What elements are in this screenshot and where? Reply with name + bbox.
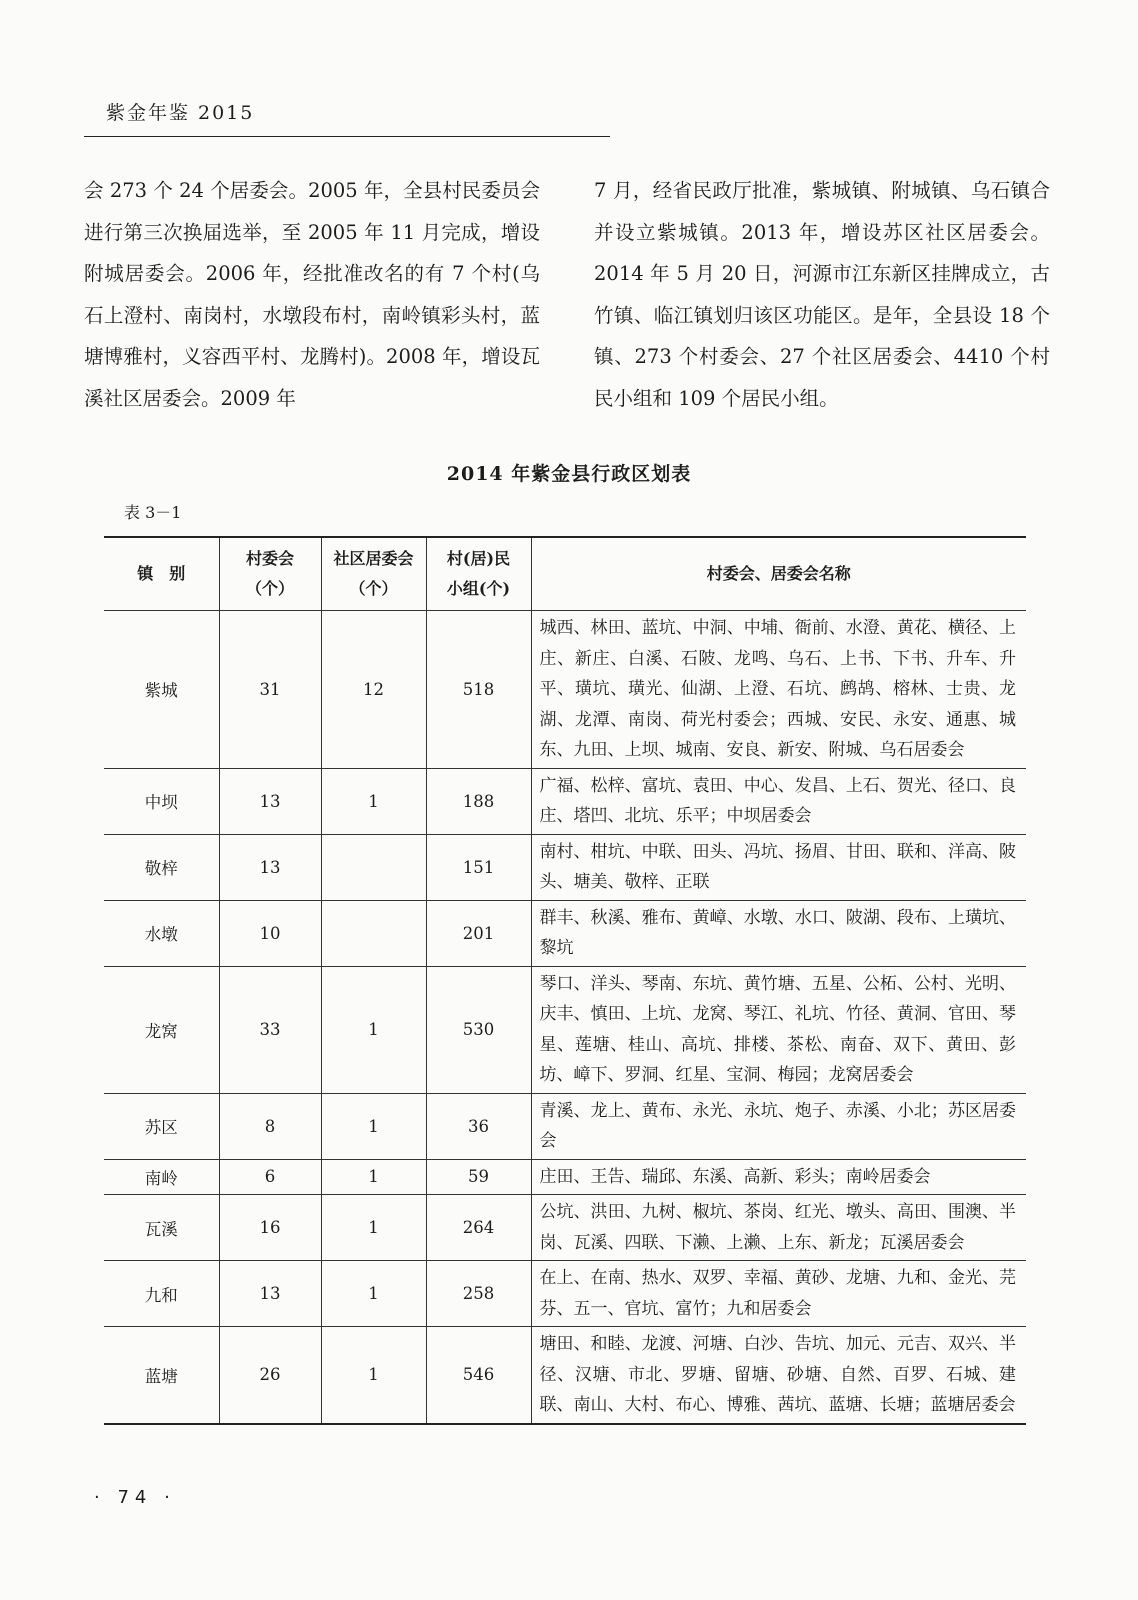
header-town: 镇 别 — [104, 537, 219, 611]
group-count-cell: 59 — [426, 1159, 531, 1195]
village-count-cell: 13 — [219, 834, 321, 900]
town-cell: 九和 — [104, 1261, 219, 1327]
page-number: · 74 · — [94, 1487, 176, 1508]
town-cell: 苏区 — [104, 1093, 219, 1159]
community-count-cell: 1 — [321, 1261, 426, 1327]
table-row — [104, 900, 1026, 966]
community-count-cell: 1 — [321, 768, 426, 834]
group-count-cell: 530 — [426, 966, 531, 1093]
header-rule — [84, 136, 610, 137]
community-count-cell: 1 — [321, 966, 426, 1093]
community-count-cell: 1 — [321, 1093, 426, 1159]
town-cell: 敬梓 — [104, 834, 219, 900]
community-count-cell: 1 — [321, 1327, 426, 1424]
table-header-row — [104, 537, 1026, 611]
header-groups — [426, 537, 531, 611]
committee-names-cell: 青溪、龙上、黄布、永光、永坑、炮子、赤溪、小北；苏区居委会 — [531, 1093, 1026, 1159]
table-number: 表 3－1 — [124, 503, 182, 522]
table-row — [104, 1261, 1026, 1327]
header-village-committees — [219, 537, 321, 611]
village-count-cell: 6 — [219, 1159, 321, 1195]
committee-names-cell: 琴口、洋头、琴南、东坑、黄竹塘、五星、公柘、公村、光明、庆丰、慎田、上坑、龙窝、琴江、礼坑、竹径、黄洞、官田、琴星、莲塘、桂山、高坑、排楼、茶松、南奋、双下、黄田、彭坊、嶂下、罗洞、红星、宝洞、梅园；龙窝居委会 — [531, 966, 1026, 1093]
table-row — [104, 1093, 1026, 1159]
committee-names-cell: 塘田、和睦、龙渡、河塘、白沙、告坑、加元、元吉、双兴、半径、汉塘、市北、罗塘、留塘、砂塘、自然、百罗、石城、建联、南山、大村、布心、博雅、茜坑、蓝塘、长塘；蓝塘居委会 — [531, 1327, 1026, 1424]
header-community-committees — [321, 537, 426, 611]
text-column-right — [594, 170, 1050, 419]
village-count-cell: 8 — [219, 1093, 321, 1159]
committee-names-cell: 群丰、秋溪、雅布、黄嶂、水墩、水口、陂湖、段布、上璜坑、黎坑 — [531, 900, 1026, 966]
group-count-cell: 188 — [426, 768, 531, 834]
village-count-cell: 10 — [219, 900, 321, 966]
community-count-cell: 1 — [321, 1195, 426, 1261]
header-names: 村委会、居委会名称 — [531, 537, 1026, 611]
town-cell: 紫城 — [104, 611, 219, 769]
header-groups-line1: 村(居)民 — [446, 549, 511, 568]
header-village-label: 村委会 — [245, 549, 294, 568]
table-row — [104, 611, 1026, 769]
town-cell: 龙窝 — [104, 966, 219, 1093]
table-row — [104, 966, 1026, 1093]
town-cell: 蓝塘 — [104, 1327, 219, 1424]
group-count-cell: 201 — [426, 900, 531, 966]
committee-names-cell: 在上、在南、热水、双罗、幸福、黄砂、龙塘、九和、金光、芫芬、五一、官坑、富竹；九和居委会 — [531, 1261, 1026, 1327]
village-count-cell: 16 — [219, 1195, 321, 1261]
table-row — [104, 1195, 1026, 1261]
group-count-cell: 518 — [426, 611, 531, 769]
village-count-cell: 31 — [219, 611, 321, 769]
header-community-unit: （个） — [349, 579, 398, 598]
village-count-cell: 33 — [219, 966, 321, 1093]
group-count-cell: 151 — [426, 834, 531, 900]
committee-names-cell: 公坑、洪田、九树、椒坑、茶岗、红光、墩头、高田、围澳、半岗、瓦溪、四联、下濑、上濑、上东、新龙；瓦溪居委会 — [531, 1195, 1026, 1261]
group-count-cell: 546 — [426, 1327, 531, 1424]
table-row — [104, 768, 1026, 834]
community-count-cell — [321, 834, 426, 900]
village-count-cell: 26 — [219, 1327, 321, 1424]
table-row — [104, 1327, 1026, 1424]
table-row — [104, 1159, 1026, 1195]
running-head-title: 紫金年鉴 2015 — [106, 102, 255, 124]
group-count-cell: 258 — [426, 1261, 531, 1327]
community-count-cell: 1 — [321, 1159, 426, 1195]
header-groups-line2: 小组(个) — [446, 579, 511, 598]
committee-names-cell: 庄田、王告、瑞邱、东溪、高新、彩头；南岭居委会 — [531, 1159, 1026, 1195]
committee-names-cell: 城西、林田、蓝坑、中洞、中埔、衙前、水澄、黄花、横径、上庄、新庄、白溪、石陂、龙鸣、乌石、上书、下书、升车、升平、璜坑、璜光、仙湖、上澄、石坑、鹧鸪、榕林、士贵、龙湖、龙潭、南岗、荷光村委会；西城、安民、永安、通惠、城东、九田、上坝、城南、安良、新安、附城、乌石居委会 — [531, 611, 1026, 769]
paragraph-right: 7 月，经省民政厅批准，紫城镇、附城镇、乌石镇合并设立紫城镇。2013 年，增设苏区社区居委会。2014 年 5 月 20 日，河源市江东新区挂牌成立，古竹镇、临江镇划归该区功能区。是年，全县设 18 个镇、273 个村委会、27 个社区居委会、4410 个村民小组和 109 个居民小组。 — [594, 179, 1050, 410]
table-title: 2014 年紫金县行政区划表 — [446, 463, 692, 485]
town-cell: 水墩 — [104, 900, 219, 966]
table-row — [104, 834, 1026, 900]
town-cell: 瓦溪 — [104, 1195, 219, 1261]
village-count-cell: 13 — [219, 1261, 321, 1327]
village-count-cell: 13 — [219, 768, 321, 834]
committee-names-cell: 广福、松梓、富坑、袁田、中心、发昌、上石、贺光、径口、良庄、塔凹、北坑、乐平；中坝居委会 — [531, 768, 1026, 834]
group-count-cell: 36 — [426, 1093, 531, 1159]
header-community-label: 社区居委会 — [333, 549, 414, 568]
paragraph-left: 会 273 个 24 个居委会。2005 年，全县村民委员会进行第三次换届选举，至 2005 年 11 月完成，增设附城居委会。2006 年，经批准改名的有 7 个村(乌石上澄村、南岗村，水墩段布村，南岭镇彩头村，蓝塘博雅村，义容西平村、龙腾村)。2008 年，增设瓦溪社区居委会。2009 年 — [84, 179, 540, 410]
text-column-left — [84, 170, 540, 419]
town-cell: 南岭 — [104, 1159, 219, 1195]
committee-names-cell: 南村、柑坑、中联、田头、冯坑、扬眉、甘田、联和、洋高、陂头、塘美、敬梓、正联 — [531, 834, 1026, 900]
community-count-cell — [321, 900, 426, 966]
admin-division-table — [104, 536, 1026, 1425]
header-village-unit: （个） — [245, 579, 294, 598]
town-cell: 中坝 — [104, 768, 219, 834]
group-count-cell: 264 — [426, 1195, 531, 1261]
community-count-cell: 12 — [321, 611, 426, 769]
